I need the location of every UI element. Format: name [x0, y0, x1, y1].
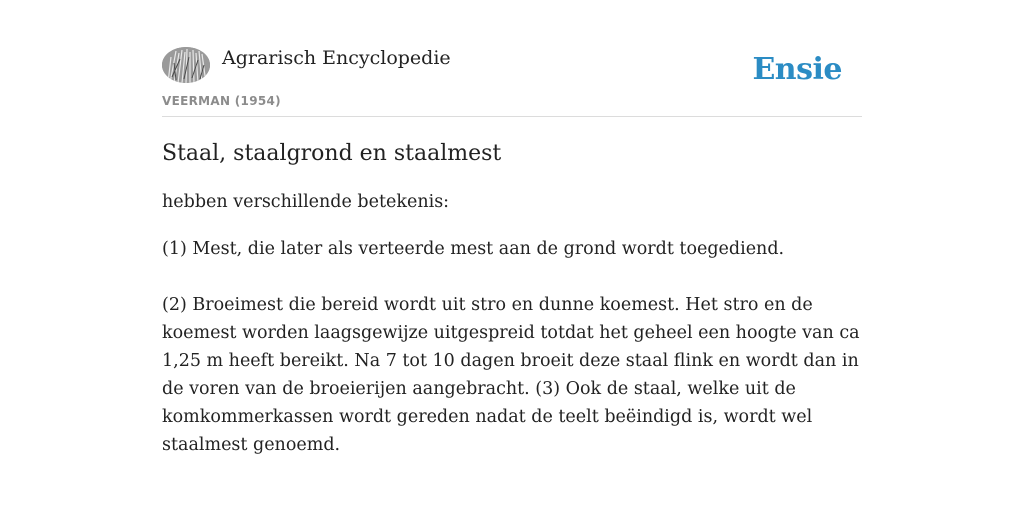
- article: [162, 138, 862, 459]
- source-author: VEERMAN (1954): [162, 94, 281, 108]
- article-intro: hebben verschillende betekenis:: [162, 192, 450, 212]
- wheat-thumbnail-icon[interactable]: [162, 47, 210, 83]
- ensie-logo-link[interactable]: Ensie: [752, 52, 842, 87]
- source-header: [162, 46, 862, 117]
- source-title-link[interactable]: Agrarisch Encyclopedie: [222, 47, 451, 69]
- article-paragraph-1: (1) Mest, die later als verteerde mest aan de grond wordt toegediend.: [162, 239, 785, 259]
- article-paragraph-2: (2) Broeimest die bereid wordt uit stro en dunne koemest. Het stro en de koemest worden laagsgewijze uitgespreid totdat het geheel een hoogte van ca 1,25 m heeft bereikt. Na 7 tot 10 dagen broeit deze staal flink en wordt dan in de voren van de broeierijen aangebracht. (3) Ook de staal, welke uit de komkommerkassen wordt gereden nadat de teelt beëindigd is, wordt wel staalmest genoemd.: [162, 295, 860, 455]
- page-title: Staal, staalgrond en staalmest: [162, 141, 502, 166]
